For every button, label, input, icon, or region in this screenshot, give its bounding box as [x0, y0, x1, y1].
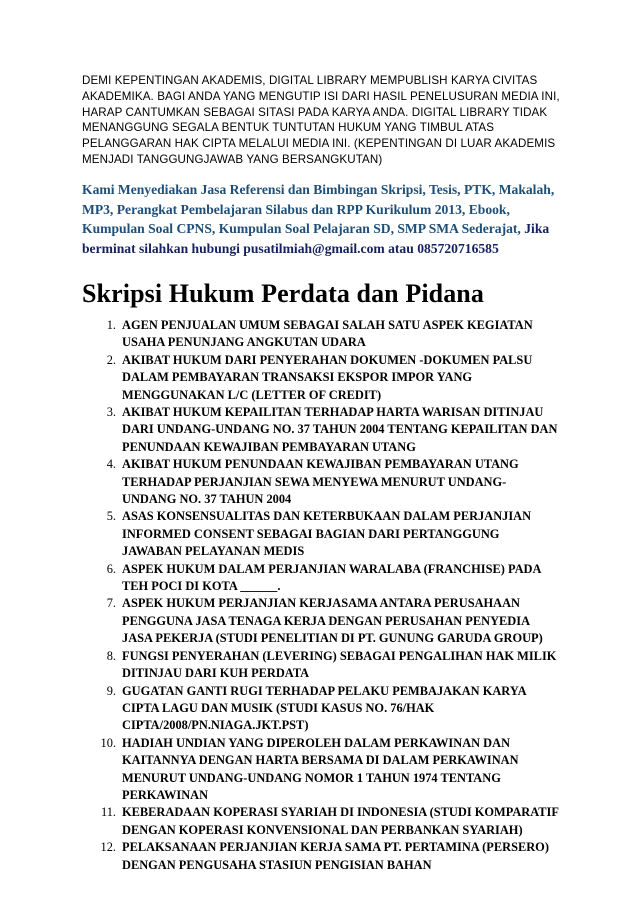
item-number: 4.: [106, 457, 116, 472]
thesis-list: [82, 317, 560, 874]
item-number: 7.: [106, 596, 116, 611]
list-item: [82, 456, 560, 508]
list-item: [82, 839, 560, 874]
item-title: GUGATAN GANTI RUGI TERHADAP PELAKU PEMBAJAKAN KARYA CIPTA LAGU DAN MUSIK (STUDI KASUS NO. 76/HAK CIPTA/2008/PN.NIAGA.JKT.PST): [122, 683, 526, 733]
list-item: [82, 683, 560, 735]
item-title: ASPEK HUKUM DALAM PERJANJIAN WARALABA (FRANCHISE) PADA TEH POCI DI KOTA ______.: [122, 561, 541, 594]
item-title: KEBERADAAN KOPERASI SYARIAH DI INDONESIA (STUDI KOMPARATIF DENGAN KOPERASI KONVENSIONAL DAN PERBANKAN SYARIAH): [122, 805, 559, 837]
list-item: [82, 648, 560, 683]
item-number: 10.: [100, 735, 116, 750]
promo-services: Kami Menyediakan Jasa Referensi dan Bimbingan Skripsi, Tesis, PTK, Makalah, MP3, Perangkat Pembelajaran Silabus dan RPP Kurikulum 2013, Ebook, Kumpulan Soal CPNS, Kumpulan Soal Pelajaran SD, SMP SMA Sederajat,: [82, 181, 555, 237]
document-page: [82, 73, 560, 874]
disclaimer-text: DEMI KEPENTINGAN AKADEMIS, DIGITAL LIBRARY MEMPUBLISH KARYA CIVITAS AKADEMIKA. BAGI ANDA YANG MENGUTIP ISI DARI HASIL PENELUSURAN MEDIA INI, HARAP CANTUMKAN SEBAGAI SITASI PADA KARYA ANDA. DIGITAL LIBRARY TIDAK MENANGGUNG SEGALA BENTUK TUNTUTAN HUKUM YANG TIMBUL ATAS PELANGGARAN HAK CIPTA MELALUI MEDIA INI. (KEPENTINGAN DI LUAR AKADEMIS MENJADI TANGGUNGJAWAB YANG BERSANGKUTAN): [82, 74, 560, 166]
item-number: 5.: [106, 509, 116, 524]
promo-text: [82, 180, 560, 259]
list-item: [82, 804, 560, 839]
item-title: ASAS KONSENSUALITAS DAN KETERBUKAAN DALAM PERJANJIAN INFORMED CONSENT SEBAGAI BAGIAN DARI PERTANGGUNG JAWABAN PELAYANAN MEDIS: [122, 509, 532, 559]
item-number: 12.: [100, 840, 116, 855]
list-item: [82, 352, 560, 404]
item-number: 6.: [106, 561, 116, 576]
item-title: PELAKSANAAN PERJANJIAN KERJA SAMA PT. PERTAMINA (PERSERO) DENGAN PENGUSAHA STASIUN PENGISIAN BAHAN: [122, 840, 549, 872]
promo-contact: Jika berminat silahkan hubungi pusatilmiah@gmail.com atau 085720716585: [82, 221, 550, 257]
item-number: 9.: [106, 683, 116, 698]
page-title: Skripsi Hukum Perdata dan Pidana: [82, 278, 484, 308]
item-number: 2.: [106, 352, 116, 367]
item-title: AKIBAT HUKUM KEPAILITAN TERHADAP HARTA WARISAN DITINJAU DARI UNDANG-UNDANG NO. 37 TAHUN 2004 TENTANG KEPAILITAN DAN PENUNDAAN KEWAJIBAN PEMBAYARAN UTANG: [122, 405, 558, 454]
list-item: [82, 317, 560, 352]
item-number: 11.: [100, 805, 116, 820]
item-title: HADIAH UNDIAN YANG DIPEROLEH DALAM PERKAWINAN DAN KAITANNYA DENGAN HARTA BERSAMA DI DALAM PERKAWINAN MENURUT UNDANG-UNDANG NOMOR 1 TAHUN 1974 TENTANG PERKAWINAN: [122, 735, 519, 802]
item-number: 1.: [106, 317, 116, 332]
list-item: [82, 735, 560, 805]
item-title: AKIBAT HUKUM PENUNDAAN KEWAJIBAN PEMBAYARAN UTANG TERHADAP PERJANJIAN SEWA MENYEWA MENURUT UNDANG-UNDANG NO. 37 TAHUN 2004: [122, 457, 519, 507]
item-title: ASPEK HUKUM PERJANJIAN KERJASAMA ANTARA PERUSAHAAN PENGGUNA JASA TENAGA KERJA DENGAN PERUSAHAN PENYEDIA JASA PEKERJA (STUDI PENELITIAN DI PT. GUNUNG GARUDA GROUP): [122, 596, 543, 646]
item-number: 8.: [106, 648, 116, 663]
list-item: [82, 561, 560, 596]
item-number: 3.: [106, 405, 116, 419]
item-title: AKIBAT HUKUM DARI PENYERAHAN DOKUMEN -DOKUMEN PALSU DALAM PEMBAYARAN TRANSAKSI EKSPOR IMPOR YANG MENGGUNAKAN L/C (LETTER OF CREDIT): [122, 352, 533, 402]
item-title: AGEN PENJUALAN UMUM SEBAGAI SALAH SATU ASPEK KEGIATAN USAHA PENUNJANG ANGKUTAN UDARA: [122, 317, 533, 350]
list-item: [82, 508, 560, 560]
list-item: [82, 404, 560, 456]
item-title: FUNGSI PENYERAHAN (LEVERING) SEBAGAI PENGALIHAN HAK MILIK DITINJAU DARI KUH PERDATA: [122, 648, 557, 681]
list-item: [82, 595, 560, 647]
